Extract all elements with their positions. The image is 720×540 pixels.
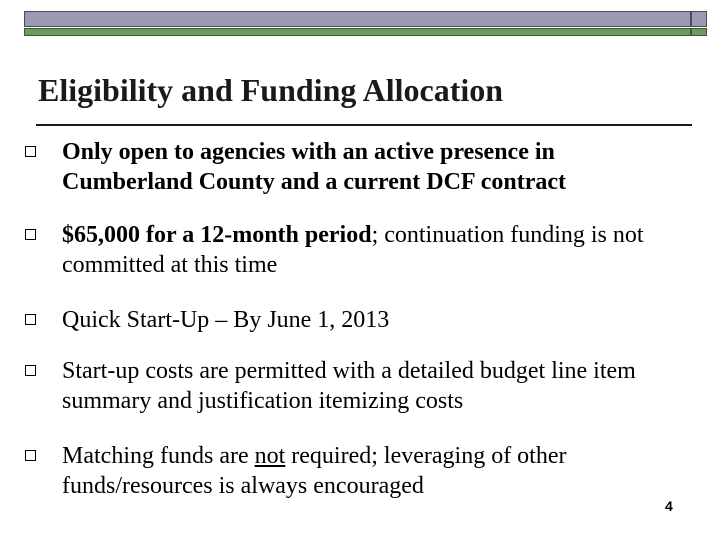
bullet-before: Matching funds are [62, 443, 255, 469]
bullet-text [62, 220, 672, 280]
bullet-rest-part: ; continuation funding is not committed at this time [62, 222, 644, 278]
bullet-text: Quick Start-Up – By June 1, 2013 [62, 307, 390, 333]
header-bar-accent [24, 28, 691, 36]
slide-title: Eligibility and Funding Allocation [38, 72, 504, 108]
title-divider [36, 124, 692, 126]
bullet-text: Only open to agencies with an active presence in Cumberland County and a current DCF contract [62, 139, 566, 195]
bullet-underlined: not [254, 443, 286, 469]
bullet-text [62, 441, 672, 501]
bullet-bold-part: $65,000 for a 12-month period [62, 222, 372, 248]
hollow-square-bullet-icon [25, 229, 36, 240]
hollow-square-bullet-icon [25, 450, 36, 461]
header-bar-top [24, 11, 691, 27]
bullet-after: required; leveraging of other funds/resources is always encouraged [62, 443, 567, 499]
page-number: 4 [665, 498, 673, 514]
bullet-text: Start-up costs are permitted with a detailed budget line item summary and justification itemizing costs [62, 358, 636, 414]
header-bar-accent-end [691, 28, 707, 36]
header-bar-top-end [691, 11, 707, 27]
hollow-square-bullet-icon [25, 365, 36, 376]
hollow-square-bullet-icon [25, 146, 36, 157]
hollow-square-bullet-icon [25, 314, 36, 325]
